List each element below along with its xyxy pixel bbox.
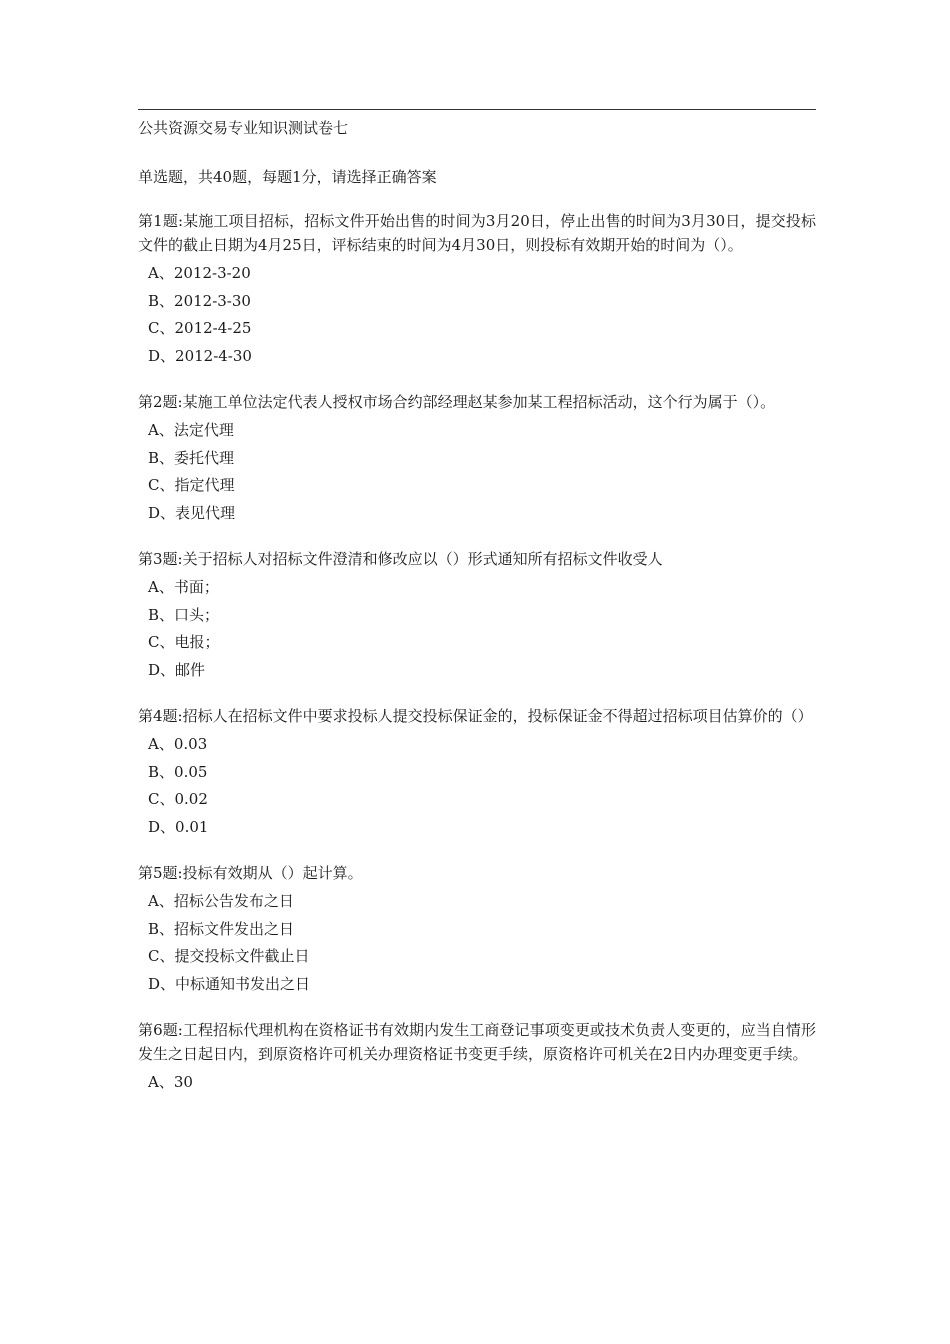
option-d[interactable]: D、中标通知书发出之日 [148,974,311,993]
question-2 [138,390,816,527]
option-list [138,417,816,527]
option-list [138,888,816,998]
question-3 [138,547,816,684]
option-d[interactable]: D、0.01 [148,817,209,836]
option-list [138,260,816,370]
question-text: 第5题:投标有效期从（）起计算。 [138,864,363,882]
option-list [138,574,816,684]
option-a[interactable]: A、0.03 [148,735,208,753]
header-rule [138,109,816,110]
option-a[interactable]: A、法定代理 [148,421,234,439]
option-a[interactable]: A、招标公告发布之日 [148,892,294,910]
instructions: 单选题，共40题，每题1分，请选择正确答案 [138,168,437,186]
question-text: 第6题:工程招标代理机构在资格证书有效期内发生工商登记事项变更或技术负责人变更的，应当自情形发生之日起日内，到原资格许可机关办理资格证书变更手续，原资格许可机关在2日内办理变更手续。 [138,1021,816,1063]
option-b[interactable]: B、0.05 [148,762,208,781]
option-a[interactable]: A、30 [148,1073,193,1091]
question-1 [138,209,816,370]
option-b[interactable]: B、招标文件发出之日 [148,919,295,938]
option-d[interactable]: D、邮件 [148,660,206,679]
option-c[interactable]: C、2012-4-25 [148,319,252,337]
question-text: 第1题:某施工项目招标，招标文件开始出售的时间为3月20日，停止出售的时间为3月30日，提交投标文件的截止日期为4月25日，评标结束的时间为4月30日，则投标有效期开始的时间为（）。 [138,212,816,254]
question-text: 第4题:招标人在招标文件中要求投标人提交投标保证金的，投标保证金不得超过招标项目估算价的（） [138,707,813,725]
option-c[interactable]: C、指定代理 [148,476,235,494]
question-4 [138,704,816,841]
option-b[interactable]: B、委托代理 [148,448,235,467]
option-c[interactable]: C、提交投标文件截止日 [148,947,310,965]
option-a[interactable]: A、2012-3-20 [148,264,251,282]
document-title: 公共资源交易专业知识测试卷七 [138,119,349,137]
option-c[interactable]: C、电报； [148,633,220,651]
option-b[interactable]: B、口头； [148,605,220,624]
option-d[interactable]: D、表见代理 [148,503,236,522]
option-b[interactable]: B、2012-3-30 [148,291,251,310]
option-c[interactable]: C、0.02 [148,790,208,808]
option-d[interactable]: D、2012-4-30 [148,346,252,365]
question-5 [138,861,816,998]
document-page [138,109,816,1097]
question-text: 第3题:关于招标人对招标文件澄清和修改应以（）形式通知所有招标文件收受人 [138,550,663,568]
option-list [138,1069,816,1097]
question-6 [138,1018,816,1097]
option-list [138,731,816,841]
question-text: 第2题:某施工单位法定代表人授权市场合约部经理赵某参加某工程招标活动，这个行为属于（）。 [138,393,776,411]
option-a[interactable]: A、书面； [148,578,219,596]
